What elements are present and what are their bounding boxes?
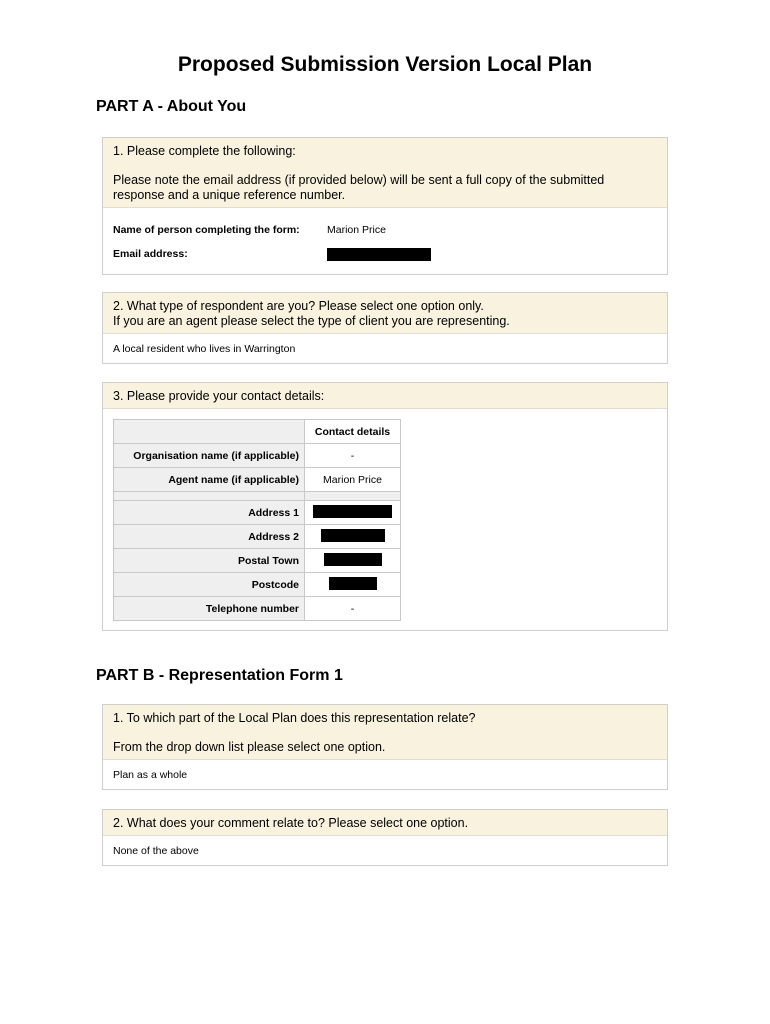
spacer-cell — [114, 492, 305, 501]
respondent-type-answer: A local resident who lives in Warrington — [113, 343, 296, 355]
question-header — [103, 138, 667, 208]
table-row — [114, 573, 401, 597]
organisation-label: Organisation name (if applicable) — [114, 444, 305, 468]
telephone-label: Telephone number — [114, 597, 305, 621]
redacted-email — [327, 248, 431, 261]
agent-value: Marion Price — [305, 468, 401, 492]
question-header — [103, 383, 667, 409]
local-plan-part-answer: Plan as a whole — [113, 769, 188, 781]
redacted-address-1 — [313, 505, 392, 518]
address-1-label: Address 1 — [114, 501, 305, 525]
agent-label: Agent name (if applicable) — [114, 468, 305, 492]
postal-town-value — [305, 549, 401, 573]
table-row — [114, 549, 401, 573]
table-row — [114, 597, 401, 621]
document-title: Proposed Submission Version Local Plan — [177, 53, 593, 76]
name-value: Marion Price — [327, 224, 386, 236]
table-row — [114, 468, 401, 492]
part-b-heading: PART B - Representation Form 1 — [96, 667, 343, 684]
question-header — [103, 705, 667, 760]
question-note: If you are an agent please select the type of client you are representing. — [113, 314, 510, 328]
question-header — [103, 810, 667, 836]
part-a-question-2 — [102, 292, 668, 364]
question-text: 1. To which part of the Local Plan does this representation relate? — [113, 711, 476, 725]
table-row — [114, 501, 401, 525]
postcode-label: Postcode — [114, 573, 305, 597]
address-2-label: Address 2 — [114, 525, 305, 549]
question-text: 1. Please complete the following: — [113, 144, 296, 158]
part-b-question-2 — [102, 809, 668, 866]
address-2-value — [305, 525, 401, 549]
comment-relation-answer: None of the above — [113, 845, 199, 857]
part-b-question-1 — [102, 704, 668, 790]
redacted-postcode — [329, 577, 377, 590]
question-text: 3. Please provide your contact details: — [113, 389, 325, 403]
part-a-heading: PART A - About You — [96, 98, 247, 115]
table-corner — [114, 420, 305, 444]
redacted-postal-town — [324, 553, 382, 566]
address-1-value — [305, 501, 401, 525]
question-text: 2. What does your comment relate to? Please select one option. — [113, 816, 469, 830]
name-row — [113, 218, 657, 242]
table-header-row — [114, 420, 401, 444]
part-a-question-1 — [102, 137, 668, 275]
column-header: Contact details — [305, 420, 401, 444]
table-spacer-row — [114, 492, 401, 501]
email-label: Email address: — [113, 248, 188, 260]
email-row — [113, 242, 657, 266]
spacer-cell — [305, 492, 401, 501]
contact-details-table — [113, 419, 401, 621]
table-row — [114, 525, 401, 549]
organisation-value: - — [305, 444, 401, 468]
table-row — [114, 444, 401, 468]
question-text: 2. What type of respondent are you? Please select one option only. — [113, 299, 484, 313]
question-body — [103, 208, 667, 274]
question-header — [103, 293, 667, 334]
redacted-address-2 — [321, 529, 385, 542]
question-note: From the drop down list please select one option. — [113, 740, 386, 754]
postcode-value — [305, 573, 401, 597]
name-label: Name of person completing the form: — [113, 224, 300, 236]
postal-town-label: Postal Town — [114, 549, 305, 573]
part-a-question-3 — [102, 382, 668, 631]
telephone-value: - — [305, 597, 401, 621]
question-note: Please note the email address (if provided below) will be sent a full copy of the submitted response and a unique reference number. — [113, 173, 605, 202]
